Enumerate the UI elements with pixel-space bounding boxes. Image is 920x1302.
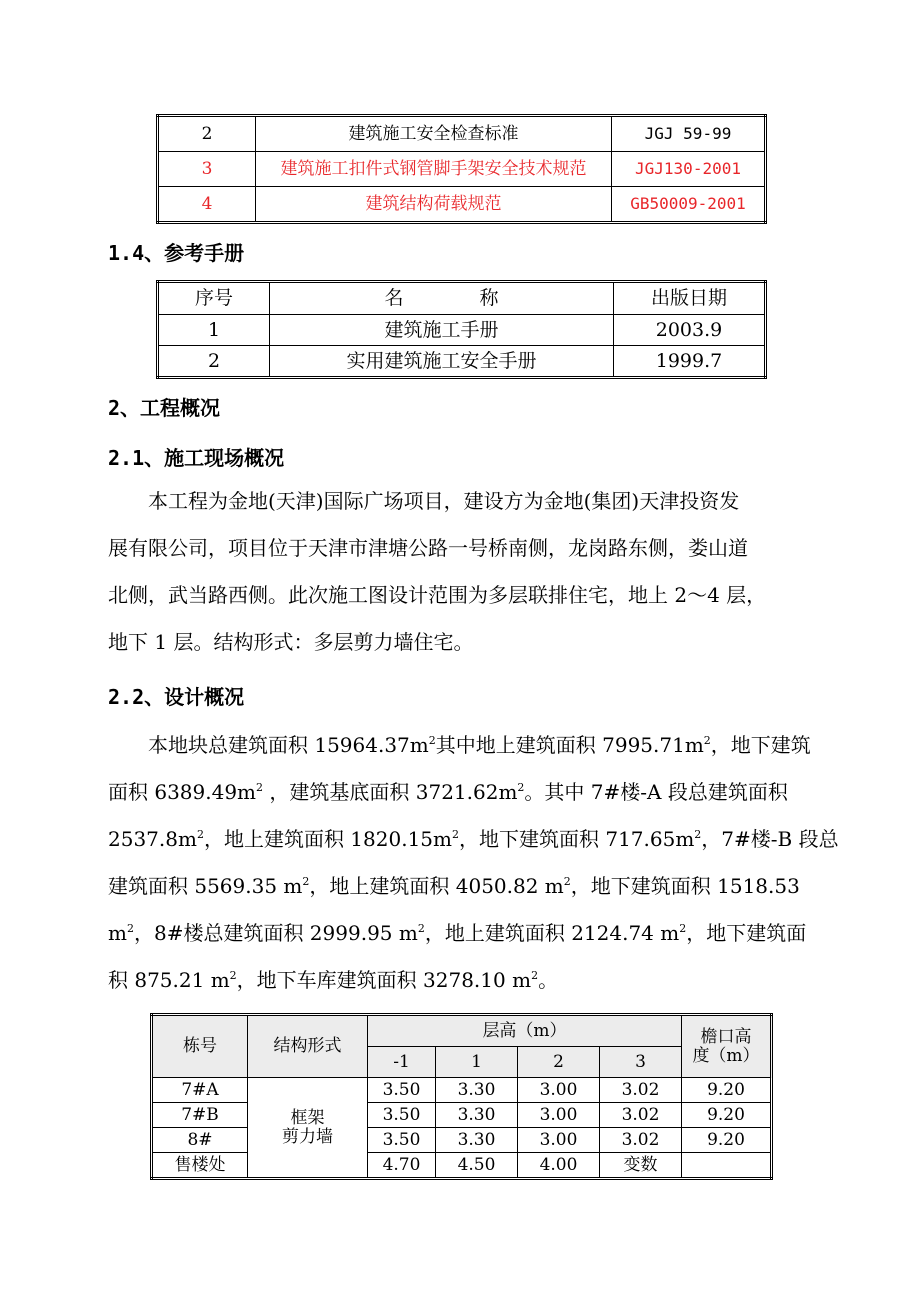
header-floor: 1 — [436, 1047, 518, 1078]
eave-cell: 9.20 — [682, 1103, 772, 1128]
standard-name: 建筑施工扣件式钢管脚手架安全技术规范 — [256, 152, 612, 187]
standard-no: 2 — [158, 116, 256, 152]
height-cell: 3.00 — [518, 1128, 600, 1153]
section-heading-2-2: 2.2、设计概况 — [108, 685, 245, 709]
height-cell: 4.00 — [518, 1153, 600, 1179]
height-cell: 3.00 — [518, 1103, 600, 1128]
header-structure: 结构形式 — [248, 1015, 368, 1078]
header-floor: 3 — [600, 1047, 682, 1078]
header-name: 名 称 — [270, 282, 614, 315]
building-name: 7#B — [152, 1103, 248, 1128]
standard-code: JGJ130-2001 — [612, 152, 766, 187]
building-name: 售楼处 — [152, 1153, 248, 1179]
standard-code: GB50009-2001 — [612, 187, 766, 223]
manual-no: 1 — [158, 315, 270, 346]
table-row — [152, 1078, 772, 1103]
building-name: 7#A — [152, 1078, 248, 1103]
standard-code: JGJ 59-99 — [612, 116, 766, 152]
table-row — [158, 346, 766, 378]
header-floor: -1 — [368, 1047, 436, 1078]
header-date: 出版日期 — [614, 282, 766, 315]
header-no: 序号 — [158, 282, 270, 315]
table-row — [158, 315, 766, 346]
height-cell: 3.02 — [600, 1103, 682, 1128]
section-heading-2-1: 2.1、施工现场概况 — [108, 446, 285, 470]
eave-cell — [682, 1153, 772, 1179]
standard-no: 3 — [158, 152, 256, 187]
standard-name: 建筑施工安全检查标准 — [256, 116, 612, 152]
manuals-table — [156, 280, 767, 379]
height-cell: 3.30 — [436, 1103, 518, 1128]
standard-no: 4 — [158, 187, 256, 223]
table-header-row — [152, 1015, 772, 1047]
site-overview-paragraph: 本工程为金地(天津)国际广场项目，建设方为金地(集团)天津投资发 展有限公司，项目位于天津市津塘公路一号桥南侧，龙岗路东侧，娄山道 北侧，武当路西侧。此次施工图设计范围为多层联排住宅，地上 2～4 层， 地下 1 层。结构形式：多层剪力墙住宅。 — [108, 489, 767, 654]
building-name: 8# — [152, 1128, 248, 1153]
height-cell: 4.70 — [368, 1153, 436, 1179]
header-building: 栋号 — [152, 1015, 248, 1078]
manual-name: 建筑施工手册 — [270, 315, 614, 346]
height-cell: 3.50 — [368, 1078, 436, 1103]
table-row — [158, 116, 766, 152]
table-row — [152, 1103, 772, 1128]
height-cell: 3.30 — [436, 1078, 518, 1103]
height-cell: 4.50 — [436, 1153, 518, 1179]
section-heading-2: 2、工程概况 — [108, 396, 221, 420]
height-cell: 3.02 — [600, 1078, 682, 1103]
manual-name: 实用建筑施工安全手册 — [270, 346, 614, 378]
floor-heights-table — [150, 1013, 773, 1180]
height-cell: 变数 — [600, 1153, 682, 1179]
table-row — [158, 152, 766, 187]
height-cell: 3.30 — [436, 1128, 518, 1153]
section-heading-1-4: 1.4、参考手册 — [108, 241, 245, 265]
manual-date: 1999.7 — [614, 346, 766, 378]
header-eave-height: 檐口高 度（m） — [682, 1015, 772, 1078]
height-cell: 3.00 — [518, 1078, 600, 1103]
table-row — [158, 187, 766, 223]
table-row — [152, 1153, 772, 1179]
header-floor-height: 层高（m） — [368, 1015, 682, 1047]
header-floor: 2 — [518, 1047, 600, 1078]
height-cell: 3.50 — [368, 1128, 436, 1153]
table-row — [152, 1128, 772, 1153]
design-overview-paragraph: 本地块总建筑面积 $15964.37m^2$其中地上建筑面积 $7995.71m^2$，地下建筑 面积 $6389.49m^2$ ，建筑基底面积 $3721.62m^2$。其中 7#楼-A 段总建筑面积 $2537.8m^2$，地上建筑面积 $1820.15m^2$，地下建筑面积 $717.65m^2$，7#楼-B 段总 建筑面积 5569.35 $m^2$，地上建筑面积 4050.82 $m^2$，地下建筑面积 1518.53 $m^2$，8#楼总建筑面积 2999.95 $m^2$，地上建筑面积 2124.74 $m^2$，地下建筑面 积 875.21 $m^2$，地下车库建筑面积 3278.10 $m^2$。 — [108, 733, 839, 992]
eave-cell: 9.20 — [682, 1128, 772, 1153]
manual-date: 2003.9 — [614, 315, 766, 346]
standard-name: 建筑结构荷载规范 — [256, 187, 612, 223]
manual-no: 2 — [158, 346, 270, 378]
height-cell: 3.02 — [600, 1128, 682, 1153]
standards-table — [156, 114, 767, 224]
height-cell: 3.50 — [368, 1103, 436, 1128]
structure-type: 框架 剪力墙 — [248, 1078, 368, 1179]
eave-cell: 9.20 — [682, 1078, 772, 1103]
table-header-row — [158, 282, 766, 315]
